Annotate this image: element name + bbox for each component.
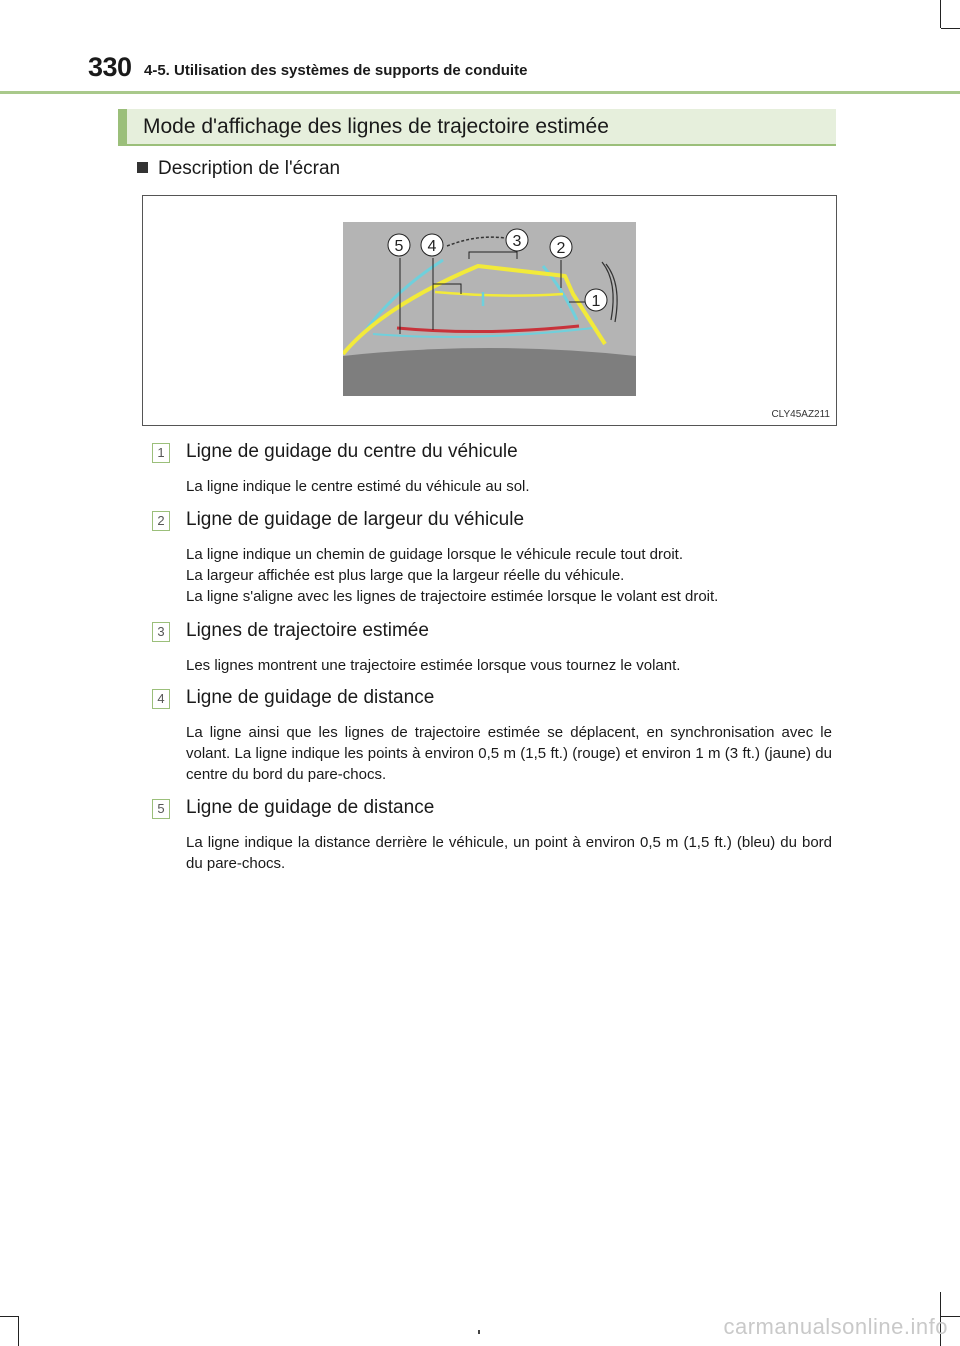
description-line: La ligne indique un chemin de guidage lorsque le véhicule recule tout droit. bbox=[186, 546, 683, 563]
item-description bbox=[186, 832, 832, 874]
item-number-badge: 4 bbox=[152, 689, 170, 709]
callout-3 bbox=[506, 229, 528, 251]
callout-5 bbox=[388, 234, 410, 256]
figure-code: CLY45AZ211 bbox=[771, 409, 830, 420]
camera-screen-illustration bbox=[343, 222, 636, 396]
description-line: La ligne ainsi que les lignes de trajectoire estimée se déplacent, en synchronisation avec le volant. La ligne indique les points à environ 0,5 m (1,5 ft.) (rouge) et environ 1 m (3 ft.) (jaune) du centre du bord du pare-chocs. bbox=[186, 724, 832, 783]
svg-text:2: 2 bbox=[556, 240, 566, 257]
section-title: Mode d'affichage des lignes de trajectoire estimée bbox=[143, 115, 609, 138]
item-title: Ligne de guidage de largeur du véhicule bbox=[186, 509, 525, 530]
item-title: Ligne de guidage de distance bbox=[186, 687, 435, 708]
item-number-badge: 1 bbox=[152, 443, 170, 463]
running-header: 4-5. Utilisation des systèmes de supports de conduite bbox=[144, 62, 528, 79]
item-title: Ligne de guidage du centre du véhicule bbox=[186, 441, 518, 462]
bumper-area bbox=[343, 348, 636, 396]
callout-4 bbox=[421, 234, 443, 256]
section-title-box bbox=[118, 109, 836, 146]
description-line: Les lignes montrent une trajectoire estimée lorsque vous tournez le volant. bbox=[186, 657, 681, 674]
item-number-badge: 3 bbox=[152, 622, 170, 642]
svg-text:3: 3 bbox=[512, 233, 522, 250]
item-title: Lignes de trajectoire estimée bbox=[186, 620, 429, 641]
description-line: La ligne s'aligne avec les lignes de trajectoire estimée lorsque le volant est droit. bbox=[186, 588, 719, 605]
subheading bbox=[137, 158, 340, 180]
crop-mark-right-top-v bbox=[940, 0, 941, 28]
item-title: Ligne de guidage de distance bbox=[186, 797, 435, 818]
item-4 bbox=[152, 687, 832, 791]
header-rule bbox=[0, 91, 960, 94]
description-line: La largeur affichée est plus large que la largeur réelle du véhicule. bbox=[186, 567, 625, 584]
svg-text:1: 1 bbox=[591, 293, 601, 310]
callout-1 bbox=[585, 289, 607, 311]
figure-frame bbox=[142, 195, 837, 426]
item-description bbox=[186, 544, 832, 607]
subheading-text: Description de l'écran bbox=[158, 158, 341, 179]
item-1 bbox=[152, 441, 832, 501]
page-number: 330 bbox=[88, 52, 132, 82]
watermark: carmanualsonline.info bbox=[723, 1314, 948, 1339]
item-3 bbox=[152, 620, 832, 680]
svg-text:5: 5 bbox=[394, 238, 404, 255]
item-description bbox=[186, 476, 832, 497]
description-line: La ligne indique le centre estimé du véhicule au sol. bbox=[186, 478, 530, 495]
item-description bbox=[186, 655, 832, 676]
item-description bbox=[186, 722, 832, 785]
callout-2 bbox=[550, 236, 572, 258]
square-bullet-icon bbox=[137, 162, 148, 173]
item-number-badge: 2 bbox=[152, 511, 170, 531]
svg-text:4: 4 bbox=[427, 238, 437, 255]
center-dot-mark bbox=[478, 1330, 480, 1334]
item-number-badge: 5 bbox=[152, 799, 170, 819]
crop-mark-right-top-h bbox=[941, 28, 960, 29]
crop-mark-left-h bbox=[0, 1316, 18, 1317]
description-line: La ligne indique la distance derrière le véhicule, un point à environ 0,5 m (1,5 ft.) (bleu) du bord du pare-chocs. bbox=[186, 834, 832, 872]
crop-mark-left-v bbox=[18, 1316, 19, 1346]
item-2 bbox=[152, 509, 832, 609]
item-5 bbox=[152, 797, 832, 881]
